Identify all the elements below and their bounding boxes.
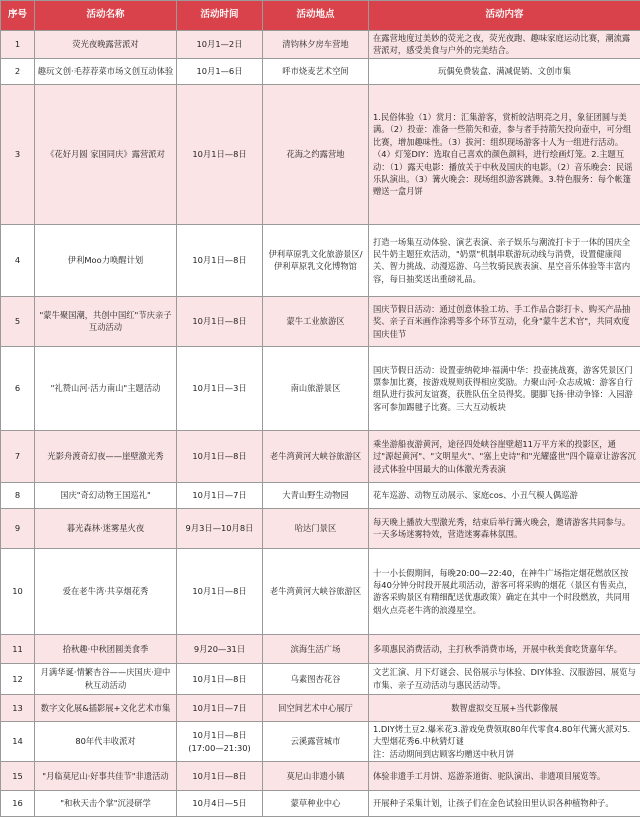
activity-name: 拾秋趣·中秋团圆美食季 — [35, 634, 177, 663]
activity-time: 10月1日—8日 — [177, 430, 263, 482]
activity-time: 10月1日—8日 — [177, 224, 263, 296]
activity-time: 10月4日—5日 — [177, 791, 263, 817]
activity-place: 伊利草原乳文化旅游景区/伊利草原乳文化博物馆 — [263, 224, 369, 296]
activity-place: 云溪露营城市 — [263, 721, 369, 761]
table-row — [1, 791, 640, 817]
activity-time: 10月1日—8日 — [177, 296, 263, 346]
row-index: 15 — [1, 762, 35, 791]
activity-name: 趣玩文创·毛荐荐菜市场文创互动体验 — [35, 58, 177, 84]
activity-time: 10月1日—8日 — [177, 762, 263, 791]
table-row — [1, 224, 640, 296]
activity-place: 乌素图杏花谷 — [263, 663, 369, 694]
activity-content: 开展种子采集计划，让孩子们在金色试验田里认识各种植物种子。 — [369, 791, 640, 817]
activity-name: 数字文化展&插影展+文化艺术市集 — [35, 694, 177, 721]
activity-content: 国庆节假日活动：设置壶纳乾坤·福满中华：投壶挑战赛，游客凭景区门票参加比赛，按游戏规则获得相应奖励。力聚山河·众志成城：游客自行组队进行拔河友谊赛，获胜队伍全员得奖。腿脚飞扬·律动争锋：入园游客可参加踢毽子比赛。三大互动板块 — [369, 346, 640, 430]
activity-name: 伊利Moo力唤醒计划 — [35, 224, 177, 296]
activity-name: 80年代丰收派对 — [35, 721, 177, 761]
table-row — [1, 634, 640, 663]
activity-name: 月满华诞·情繁杏谷——庆国庆·迎中秋互动活动 — [35, 663, 177, 694]
activity-name: 国庆"奇幻动物王国巡礼" — [35, 482, 177, 508]
activity-content: 数智虚拟交互展+当代影像展 — [369, 694, 640, 721]
header-name: 活动名称 — [35, 1, 177, 31]
activity-content: 打造一场集互动体验、演艺表演、亲子娱乐与潮流打卡于一体的国庆全民牛奶主题狂欢活动，"奶票"机制串联游玩动线与消费，设置健康闯关、智力挑战、动漫巡游、乌兰牧骑民族表演、星空音乐体验等丰富内容，每日抽奖送出重磅礼品。 — [369, 224, 640, 296]
table-row — [1, 663, 640, 694]
table-row — [1, 430, 640, 482]
activity-place: 回空间艺术中心展厅 — [263, 694, 369, 721]
header-time: 活动时间 — [177, 1, 263, 31]
table-row — [1, 508, 640, 548]
row-index: 2 — [1, 58, 35, 84]
activity-name: "月临莫尼山·好事共佳节"非遗活动 — [35, 762, 177, 791]
row-index: 12 — [1, 663, 35, 694]
activity-place: 清钧林夕房车营地 — [263, 31, 369, 59]
activity-content: 玩偶免费装盒、满减促销、文创市集 — [369, 58, 640, 84]
activity-place: 南山旅游景区 — [263, 346, 369, 430]
activity-place: 大青山野生动物园 — [263, 482, 369, 508]
activity-content: 每天晚上播放大型激光秀，结束后举行篝火晚会，邀请游客共同参与。一天多场迷雾特效，营造迷雾森林氛围。 — [369, 508, 640, 548]
activity-place: 呼市烧麦艺术空间 — [263, 58, 369, 84]
activity-time: 10月1日—8日 (17:00—21:30) — [177, 721, 263, 761]
activity-content: 体验非遗手工月饼、巡游茶道街、驼队演出、非遗项目展览等。 — [369, 762, 640, 791]
activity-place: 花海之约露营地 — [263, 84, 369, 224]
activity-name: "蒙牛聚国潮，共创中国红"节庆亲子互动活动 — [35, 296, 177, 346]
activity-time: 10月1日—8日 — [177, 548, 263, 634]
activity-time: 10月1日—8日 — [177, 663, 263, 694]
row-index: 9 — [1, 508, 35, 548]
table-row — [1, 58, 640, 84]
activity-place: 滨海生活广场 — [263, 634, 369, 663]
row-index: 6 — [1, 346, 35, 430]
row-index: 14 — [1, 721, 35, 761]
table-row — [1, 721, 640, 761]
table-row — [1, 694, 640, 721]
row-index: 4 — [1, 224, 35, 296]
table-row — [1, 84, 640, 224]
table-row — [1, 482, 640, 508]
activity-time: 9月3日—10月8日 — [177, 508, 263, 548]
activity-name: 暮光森林·迷雾星火夜 — [35, 508, 177, 548]
activity-time: 10月1日—8日 — [177, 84, 263, 224]
activity-place: 老牛湾黄河大峡谷旅游区 — [263, 430, 369, 482]
activity-content: 1.DIY烤土豆2.爆米花3.游戏免费领取80年代零食4.80年代篝火派对5.大型烟花秀6.中秋猜灯谜 注：活动期间到店顾客均赠送中秋月饼 — [369, 721, 640, 761]
header-index: 序号 — [1, 1, 35, 31]
activity-place: 哈达门景区 — [263, 508, 369, 548]
activity-name: 爱在老牛湾·共享烟花秀 — [35, 548, 177, 634]
row-index: 3 — [1, 84, 35, 224]
activity-content: 1.民俗体验（1）赏月：汇集游客，赏析皎洁明亮之月，象征团圆与美满。（2）投壶：准备一些箭矢和壶，参与者手持箭矢投向壶中，可分组比赛，增加趣味性。（3）拔河：组织现场游客十人为一组进行活动。（4）灯笼DIY：选取自己喜欢的颜色颜料，进行绘画灯笼。2.主题互动：（1）露天电影：播放关于中秋及国庆的电影。（2）音乐晚会：民谣乐队演出。（3）篝火晚会：现场组织游客跳舞。3.特色服务：每个帐篷赠送一盒月饼 — [369, 84, 640, 224]
table-row — [1, 548, 640, 634]
table-row — [1, 296, 640, 346]
activity-name: 荧光夜晚露营派对 — [35, 31, 177, 59]
table-row — [1, 346, 640, 430]
activity-content: 文艺汇演、月下灯谜会、民俗展示与体验、DIY体验、汉服游园、展览与市集、亲子互动活动与惠民活动等。 — [369, 663, 640, 694]
row-index: 5 — [1, 296, 35, 346]
activity-time: 10月1日—7日 — [177, 694, 263, 721]
activity-place: 蒙草种业中心 — [263, 791, 369, 817]
activity-place: 莫尼山非遗小镇 — [263, 762, 369, 791]
row-index: 10 — [1, 548, 35, 634]
activity-name: "和秋天击个掌"沉浸研学 — [35, 791, 177, 817]
row-index: 16 — [1, 791, 35, 817]
activity-time: 10月1—6日 — [177, 58, 263, 84]
activity-content: 乘坐游船夜游黄河，途径四处峡谷崖壁超11万平方米的投影区，通过"源起黄河"、"文明星火"、"塞上史诗"和"光耀盛世"四个篇章让游客沉浸式体验中国最大的山体激光秀表演 — [369, 430, 640, 482]
activity-time: 10月1日—7日 — [177, 482, 263, 508]
activity-content: 花车巡游、动物互动展示、家庭cos、小丑气模人偶巡游 — [369, 482, 640, 508]
header-content: 活动内容 — [369, 1, 640, 31]
activity-name: "礼赞山河·活力南山"主题活动 — [35, 346, 177, 430]
activity-time: 10月1日—3日 — [177, 346, 263, 430]
header-place: 活动地点 — [263, 1, 369, 31]
table-row — [1, 31, 640, 59]
row-index: 8 — [1, 482, 35, 508]
row-index: 13 — [1, 694, 35, 721]
row-index: 7 — [1, 430, 35, 482]
activity-name: 《花好月圆 家国同庆》露营派对 — [35, 84, 177, 224]
activity-place: 老牛湾黄河大峡谷旅游区 — [263, 548, 369, 634]
activity-content: 在露营地度过美妙的荧光之夜，荧光夜跑、趣味家庭运动比赛，潮流露营派对，感受美食与户外的完美结合。 — [369, 31, 640, 59]
row-index: 11 — [1, 634, 35, 663]
activity-time: 9月20—31日 — [177, 634, 263, 663]
table-row — [1, 762, 640, 791]
activity-name: 光影舟渡奇幻夜——崖壁激光秀 — [35, 430, 177, 482]
activity-content: 十一小长假期间，每晚20:00—22:40，在神牛广场指定烟花燃放区按每40分钟分时段开展此项活动，游客可将采购的烟花（景区有售卖点，游客采购景区有精细配送优惠政策）确定在其中一个时段燃放，共同用烟火点亮老牛湾的浪漫星空。 — [369, 548, 640, 634]
header-row — [1, 1, 640, 31]
activity-time: 10月1—2日 — [177, 31, 263, 59]
activity-content: 多项惠民消费活动，主打秋季消费市场，开展中秋美食吃货嘉年华。 — [369, 634, 640, 663]
row-index: 1 — [1, 31, 35, 59]
activity-place: 蒙牛工业旅游区 — [263, 296, 369, 346]
activity-content: 国庆节假日活动：通过创意体验工坊、手工作品合影打卡、购买产品抽奖、亲子百米画作涂鸦等多个环节互动，化身"蒙牛艺术官"，共同欢度国庆佳节 — [369, 296, 640, 346]
